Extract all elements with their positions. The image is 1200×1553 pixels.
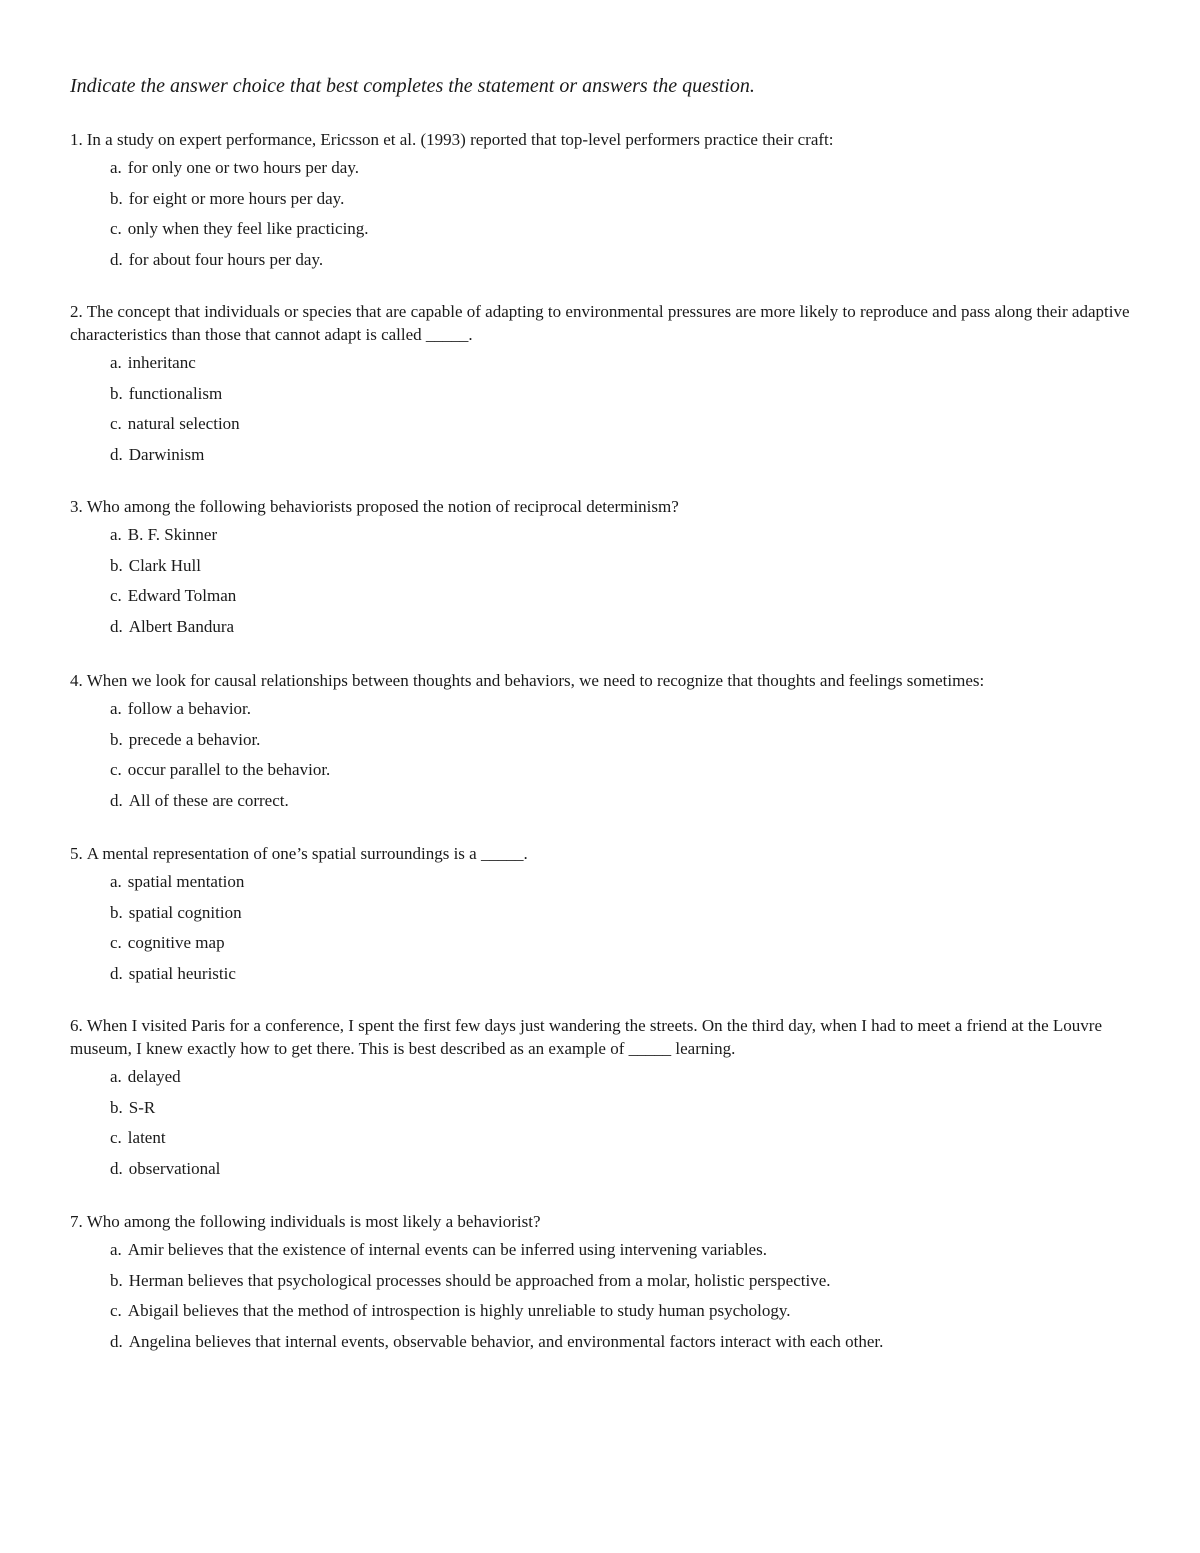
answer-choices (70, 867, 1140, 990)
choice-letter: c. (110, 760, 122, 780)
question-stem (70, 669, 1140, 692)
answer-choice-a[interactable] (110, 1062, 1140, 1093)
answer-choice-a[interactable] (110, 1235, 1140, 1266)
choice-text: precede a behavior. (128, 729, 261, 749)
choice-letter: c. (110, 1128, 122, 1148)
question-3 (70, 495, 1140, 643)
choice-text: for about four hours per day. (128, 250, 324, 270)
answer-choice-d[interactable] (110, 1327, 1140, 1358)
answer-choice-d[interactable] (110, 440, 1140, 471)
choice-text: Albert Bandura (128, 617, 235, 637)
choice-letter: c. (110, 586, 122, 606)
choice-text: Clark Hull (128, 555, 201, 575)
choice-text: spatial mentation (127, 872, 245, 891)
choice-letter: a. (110, 158, 122, 177)
question-text: Who among the following individuals is most likely a behaviorist? (86, 1212, 541, 1231)
choice-text: inheritanc (127, 353, 196, 372)
choice-letter: b. (110, 729, 123, 749)
answer-choice-b[interactable] (110, 725, 1140, 756)
choice-text: for eight or more hours per day. (128, 188, 345, 208)
choice-letter: c. (110, 219, 122, 239)
answer-choices (70, 153, 1140, 276)
choice-text: Herman believes that psychological processes should be approached from a molar, holistic perspective. (128, 1270, 831, 1290)
choice-text: natural selection (127, 414, 240, 434)
answer-choice-a[interactable] (110, 867, 1140, 898)
choice-text: Abigail believes that the method of introspection is highly unreliable to study human psychology. (127, 1301, 791, 1321)
choice-text: for only one or two hours per day. (127, 158, 359, 177)
question-text: The concept that individuals or species that are capable of adapting to environmental pressures are more likely to reproduce and pass along their adaptive characteristics than those that cannot adapt is called _____. (70, 302, 1130, 344)
answer-choices (70, 348, 1140, 471)
answer-choice-c[interactable] (110, 1123, 1140, 1154)
choice-letter: d. (110, 791, 123, 811)
choice-letter: d. (110, 250, 123, 270)
question-stem (70, 842, 1140, 865)
question-4 (70, 669, 1140, 817)
question-stem (70, 128, 1140, 151)
question-number: 1. (70, 130, 83, 149)
choice-text: occur parallel to the behavior. (127, 760, 331, 780)
answer-choice-c[interactable] (110, 1296, 1140, 1327)
answer-choice-a[interactable] (110, 520, 1140, 551)
choice-text: Angelina believes that internal events, observable behavior, and environmental factors interact with each other. (128, 1332, 884, 1352)
choice-letter: b. (110, 383, 123, 403)
question-stem (70, 1014, 1140, 1060)
answer-choice-d[interactable] (110, 959, 1140, 990)
answer-choices (70, 694, 1140, 817)
choice-letter: b. (110, 555, 123, 575)
choice-letter: a. (110, 353, 122, 372)
question-number: 4. (70, 671, 83, 690)
answer-choice-d[interactable] (110, 245, 1140, 276)
answer-choice-b[interactable] (110, 1266, 1140, 1297)
answer-choice-b[interactable] (110, 551, 1140, 582)
answer-choice-c[interactable] (110, 755, 1140, 786)
question-5 (70, 842, 1140, 990)
answer-choice-a[interactable] (110, 348, 1140, 379)
answer-choice-c[interactable] (110, 409, 1140, 440)
choice-text: S-R (128, 1097, 156, 1117)
answer-choice-d[interactable] (110, 612, 1140, 643)
question-7 (70, 1210, 1140, 1358)
question-text: When we look for causal relationships between thoughts and behaviors, we need to recognize that thoughts and feelings sometimes: (86, 671, 985, 690)
choice-text: Amir believes that the existence of internal events can be inferred using intervening variables. (127, 1240, 767, 1259)
choice-text: only when they feel like practicing. (127, 219, 369, 239)
question-text: Who among the following behaviorists proposed the notion of reciprocal determinism? (86, 497, 679, 516)
choice-text: functionalism (128, 383, 223, 403)
choice-letter: d. (110, 445, 123, 465)
choice-letter: c. (110, 1301, 122, 1321)
choice-letter: a. (110, 872, 122, 891)
question-stem (70, 300, 1140, 346)
choice-letter: b. (110, 1270, 123, 1290)
question-number: 6. (70, 1016, 83, 1035)
answer-choice-c[interactable] (110, 214, 1140, 245)
answer-choice-d[interactable] (110, 786, 1140, 817)
question-1 (70, 128, 1140, 276)
choice-text: Darwinism (128, 445, 205, 465)
choice-letter: d. (110, 617, 123, 637)
question-number: 3. (70, 497, 83, 516)
answer-choices (70, 520, 1140, 643)
choice-letter: d. (110, 964, 123, 984)
choice-text: B. F. Skinner (127, 525, 218, 544)
choice-text: delayed (127, 1067, 181, 1086)
question-number: 5. (70, 844, 83, 863)
choice-text: cognitive map (127, 933, 225, 953)
choice-text: spatial cognition (128, 902, 242, 922)
answer-choices (70, 1235, 1140, 1358)
choice-letter: a. (110, 1067, 122, 1086)
question-number: 7. (70, 1212, 83, 1231)
answer-choice-d[interactable] (110, 1154, 1140, 1185)
question-stem (70, 495, 1140, 518)
choice-letter: b. (110, 188, 123, 208)
answer-choice-a[interactable] (110, 694, 1140, 725)
choice-text: follow a behavior. (127, 699, 252, 718)
question-text: When I visited Paris for a conference, I spent the first few days just wandering the streets. On the third day, when I had to meet a friend at the Louvre museum, I knew exactly how to get there. This is best described as an example of _____ learning. (70, 1016, 1103, 1058)
choice-text: All of these are correct. (128, 791, 289, 811)
instructions-heading: Indicate the answer choice that best completes the statement or answers the question. (70, 75, 755, 97)
answer-choice-b[interactable] (110, 898, 1140, 929)
choice-text: observational (128, 1159, 221, 1179)
answer-choice-c[interactable] (110, 581, 1140, 612)
question-number: 2. (70, 302, 83, 321)
answer-choice-b[interactable] (110, 184, 1140, 215)
question-stem (70, 1210, 1140, 1233)
choice-letter: a. (110, 699, 122, 718)
choice-letter: a. (110, 1240, 122, 1259)
choice-letter: a. (110, 525, 122, 544)
choice-letter: c. (110, 414, 122, 434)
answer-choice-c[interactable] (110, 928, 1140, 959)
choice-letter: b. (110, 1097, 123, 1117)
choice-text: Edward Tolman (127, 586, 237, 606)
choice-text: spatial heuristic (128, 964, 236, 984)
choice-letter: d. (110, 1159, 123, 1179)
answer-choice-b[interactable] (110, 1093, 1140, 1124)
choice-letter: b. (110, 902, 123, 922)
answer-choice-b[interactable] (110, 379, 1140, 410)
choice-letter: d. (110, 1332, 123, 1352)
question-6 (70, 1014, 1140, 1185)
question-2 (70, 300, 1140, 471)
choice-text: latent (127, 1128, 166, 1148)
answer-choices (70, 1062, 1140, 1185)
choice-letter: c. (110, 933, 122, 953)
question-text: In a study on expert performance, Ericsson et al. (1993) reported that top-level performers practice their craft: (86, 130, 834, 149)
question-text: A mental representation of one’s spatial surroundings is a _____. (86, 844, 528, 863)
answer-choice-a[interactable] (110, 153, 1140, 184)
